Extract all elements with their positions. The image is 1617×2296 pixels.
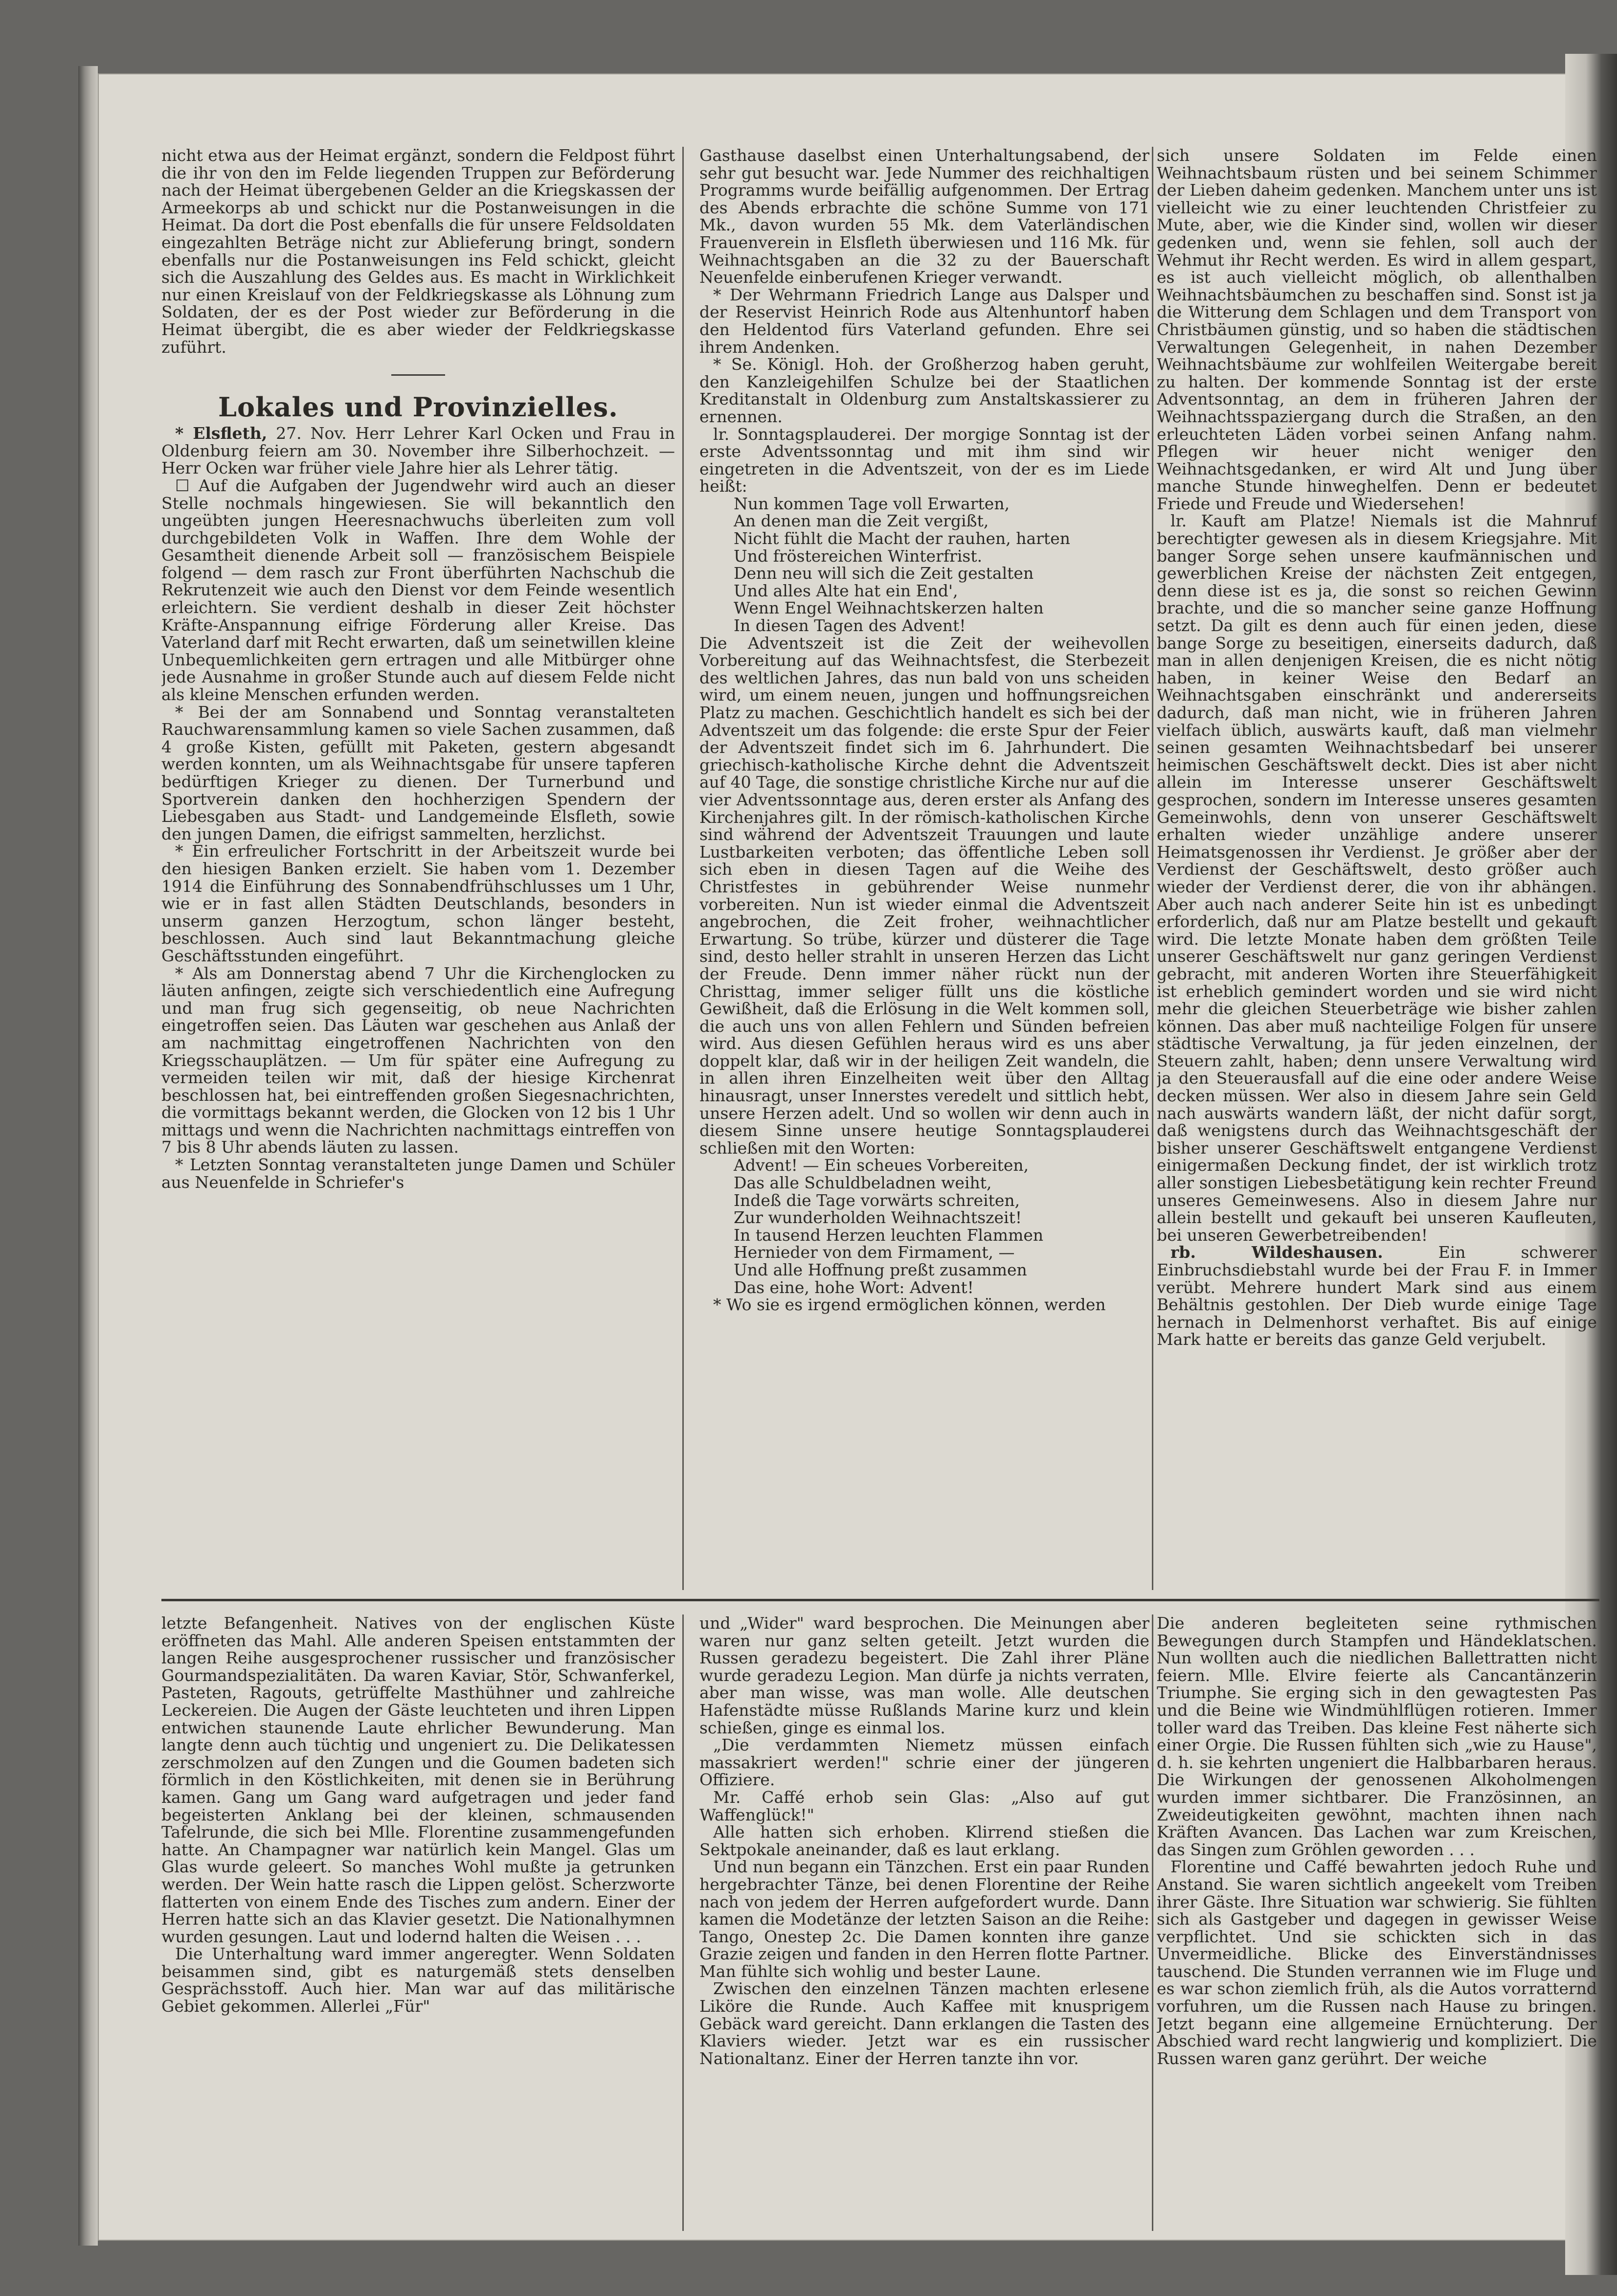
verse-line: An denen man die Zeit vergißt, <box>734 511 989 531</box>
news-item: * Als am Donnerstag abend 7 Uhr die Kirchenglocken zu läuten anfingen, zeigte sich verschiedentlich eine Aufregung und man frug sich gegenseitig, ob neue Nachrichten eingetroffen seien. Das Läuten war geschehen aus Anlaß der am nachmittag eingetroffenen Nachrichten von den Kriegsschauplätzen. — Um für später eine Aufregung zu vermeiden teilen wir mit, daß der hiesige Kirchenrat beschlossen hat, bei eintreffenden großen Siegesnachrichten, die vormittags bekannt werden, die Glocken von 12 bis 1 Uhr mittags und wenn die Nachrichten nachmittags eintreffen von 7 bis 8 Uhr abends läuten zu lassen. <box>161 963 675 1157</box>
dateline: rb. Wildeshausen. <box>1170 1243 1383 1262</box>
verse-line: Das alle Schuldbeladnen weiht, <box>734 1173 992 1193</box>
verse-line: Wenn Engel Weihnachtskerzen halten <box>734 598 1044 618</box>
story-paragraph: „Die verdammten Niemetz müssen einfach massakriert werden!" schrie einer der jüngeren Offiziere. <box>699 1735 1149 1790</box>
news-item-text: Ein schwerer Einbruchsdiebstahl wurde bei der Frau F. in Immer verübt. Mehrere hundert Mark sind aus einem Behältnis gestohlen. Der Dieb wurde einige Tage hernach in Delmenhorst verhaftet. Bis auf einige Mark hatte er bereits das ganze Geld verjubelt. <box>1157 1243 1597 1349</box>
verse-line: In tausend Herzen leuchten Flammen <box>734 1225 1044 1245</box>
verse-line: Nun kommen Tage voll Erwarten, <box>734 494 1010 513</box>
news-item: lr. Sonntagsplauderei. Der morgige Sonntag ist der erste Adventssonntag und mit ihm sind wir eingetreten in die Adventszeit, von der es im Liede heißt: <box>699 424 1149 496</box>
verse-line: Das eine, hohe Wort: Advent! <box>734 1277 974 1297</box>
news-item: sich unsere Soldaten im Felde einen Weihnachtsbaum rüsten und bei seinem Schimmer der Lieben daheim gedenken. Manchem unter uns ist vielleicht wie zu einer leuchtenden Christfeier zu Mute, aber, wie die Kinder sind, wollen wir dieser gedenken und, wenn sie fehlen, soll auch der Wehmut ihr Recht werden. Es wird in allem gespart, es ist auch vielleicht möglich, ob allenthalben Weihnachtsbäumchen zu beschaffen sind. Sonst ist ja die Witterung dem Schlagen und dem Transport von Christbäumen günstig, und so haben die städtischen Verwaltungen Gelegenheit, in nahen Dezember Weihnachtsbäume zur wohlfeilen Weitergabe bereit zu halten. Der kommende Sonntag ist der erste Adventsonntag, an dem in früheren Jahren der Weihnachtsspaziergang durch die Straßen, an den erleuchteten Läden vorbei seinen Anfang nahm. Pflegen wir heuer nicht weniger den Weihnachtsgedanken, er wird Alt und Jung über manche Stunde hinweghelfen. Denn er bedeutet Friede und Freude und Wiedersehen! <box>1157 147 1597 513</box>
news-item: Gasthause daselbst einen Unterhaltungsabend, der sehr gut besucht war. Jede Nummer des reichhaltigen Programms wurde beifällig aufgenommen. Der Ertrag des Abends erbrachte die schöne Summe von 171 Mk., davon wurden 55 Mk. dem Vaterländischen Frauenverein in Elsfleth überwiesen und 116 Mk. für Weihnachtsgaben an die 32 zu der Bauerschaft Neuenfelde einberufenen Krieger verwandt. <box>699 147 1149 287</box>
story-paragraph: letzte Befangenheit. Natives von der englischen Küste eröffneten das Mahl. Alle anderen Speisen entstammten der langen Reihe ausgesprochener russischer und französischer Gourmandspezialitäten. Da waren Kaviar, Stör, Schwanferkel, Pasteten, Ragouts, getrüffelte Masthühner und zahlreiche Leckereien. Die Augen der Gäste leuchteten und ihren Lippen entwichen staunende Laute ehrlicher Bewunderung. Man langte denn auch tüchtig und ungeniert zu. Die Delikatessen zerschmolzen auf den Zungen und die Goumen badeten sich förmlich in den Köstlichkeiten, mit denen sie in Berührung kamen. Gang um Gang ward aufgetragen und jeder fand begeisterten Anklang bei der kleinen, schmausenden Tafelrunde, die sich bei Mlle. Florentine zusammengefunden hatte. An Champagner war natürlich kein Mangel. Glas um Glas wurde geleert. So manches Wohl mußte ja getrunken werden. Der Wein hatte rasch die Lippen gelöst. Scherzworte flatterten von einem Ende des Tisches zum andern. Einer der Herren hatte sich an das Klavier gesetzt. Die Nationalhymnen wurden gesungen. Laut und lodernd halten die Weisen . . . <box>161 1614 675 1946</box>
story-paragraph: Alle hatten sich erhoben. Klirrend stießen die Sektpokale aneinander, daß es laut erklang. <box>699 1822 1149 1859</box>
verse-line: Und alle Hoffnung preßt zusammen <box>734 1260 1027 1279</box>
column-rule <box>682 147 684 1590</box>
news-item: * Bei der am Sonnabend und Sonntag veranstalteten Rauchwarensammlung kamen so viele Sachen zusammen, daß 4 große Kisten, gefüllt mit Paketen, gestern abgesandt werden konnten, um als Weihnachtsgabe für unsere tapferen bedürftigen Krieger zu dienen. Der Turnerbund und Sportverein danken den hochherzigen Spendern der Liebesgaben aus Stadt- und Landgemeinde Elsfleth, sowie den jungen Damen, die eifrigst sammelten, herzlichst. <box>161 702 675 843</box>
news-item <box>1157 1244 1597 1348</box>
news-item: Die Adventszeit ist die Zeit der weihevollen Vorbereitung auf das Weihnachtsfest, die Sterbezeit des weltlichen Jahres, das nun bald von uns scheiden wird, um einem neuen, jungen und hoffnungsreichen Platz zu machen. Geschichtlich handelt es sich bei der Adventszeit um das folgende: die erste Spur der Feier der Adventszeit findet sich im 6. Jahrhundert. Die griechisch-katholische Kirche dehnt die Adventszeit auf 40 Tage, die sonstige christliche Kirche nur auf die vier Adventssonntage aus, deren erster als Anfang des Kirchenjahres gilt. In der römisch-katholischen Kirche sind während der Adventszeit Trauungen und laute Lustbarkeiten verboten; das öffentliche Leben soll sich eben in diesen Tagen auf die Weihe des Christfestes in gebührender Weise nunmehr vorbereiten. Nun ist wieder einmal die Adventszeit angebrochen, die Zeit froher, weihnachtlicher Erwartung. So trübe, kürzer und düsterer die Tage sind, desto heller strahlt in unseren Herzen das Licht der Freude. Denn immer näher rückt nun der Christtag, immer seliger füllt uns die köstliche Gewißheit, daß die Erlösung in die Welt kommen soll, die auch uns von allen Fehlern und Sünden befreien wird. Aus diesen Gefühlen heraus wird es uns aber doppelt klar, daß wir in der heiligen Zeit wandeln, die in allen ihren Einzelheiten weit über den Alltag hinausragt, unser Innerstes veredelt und sittlich hebt, unsere Herzen adelt. Und so wollen wir denn auch in diesem Sinne unsere heutige Sonntagsplauderei schließen mit den Worten: <box>699 633 1149 1158</box>
column-2 <box>699 147 1149 1595</box>
news-item: lr. Kauft am Platze! Niemals ist die Mahnruf berechtigter gewesen als in diesem Kriegsjahre. Mit banger Sorge sehen unsere kaufmännischen und gewerblichen Kreise der nächsten Zeit entgegen, denn diese ist es ja, die sonst so reichen Gewinn brachte, und die so mancher seine ganze Hoffnung setzt. Da gilt es denn auch für einen jeden, diese bange Sorge zu beseitigen, einerseits dadurch, daß man in allen denjenigen Kreisen, die es nicht nötig haben, in keiner Weise den Bedarf an Weihnachtsgaben einschränkt und andererseits dadurch, daß man nicht, wie in früheren Jahren vielfach üblich, auswärts kauft, daß man vielmehr seinen gesamten Weihnachtsbedarf bei unserer heimischen Geschäftswelt deckt. Dies ist aber nicht allein im Interesse unserer Geschäftswelt gesprochen, sondern im Interesse unseres gesamten Gemeinwohls, denn von unserer Geschäftswelt erhalten wieder unzählige andere unserer Heimatsgenossen ihr Verdienst. Je größer aber der Verdienst der Geschäftswelt, desto größer auch wieder der Verdienst derer, die von ihr abhängen. Aber auch nach anderer Seite hin ist es unbedingt erforderlich, daß nur am Platze bestellt und gekauft wird. Die letzte Monate haben dem größten Teile unserer Geschäftswelt nur ganz geringen Verdienst gebracht, mit anderen Worten ihre Steuerfähigkeit ist erheblich gemindert worden und sie wird nicht mehr die gleichen Steuerbeträge wie bisher zahlen können. Das aber muß nachteilige Folgen für unsere städtische Verwaltung, ja für jeden einzelnen, der Steuern zahlt, haben; denn unsere Verwaltung wird ja den Steuerausfall auf die eine oder andere Weise decken müssen. Wer also in diesem Jahre sein Geld nach auswärts wandern läßt, der nicht dafür sorgt, daß wenigstens durch das Weihnachtsgeschäft der bisher unserer Geschäftswelt entgangene Verdienst einigermaßen Deckung findet, der ist wirklich trotz aller sonstigen Liebesbetätigung kein rechter Freund unseres Gemeinwesens. Also in diesem Jahre nur allein bestellt und gekauft bei unseren Kaufleuten, bei unseren Gewerbetreibenden! <box>1157 511 1597 1245</box>
news-item: * Letzten Sonntag veranstalteten junge Damen und Schüler aus Neuenfelde in Schriefer's <box>161 1155 675 1192</box>
verse-line: Indeß die Tage vorwärts schreiten, <box>734 1190 1020 1210</box>
news-item-text: 27. Nov. Herr Lehrer Karl Ocken und Frau in Oldenburg feiern am 30. November ihre Silberhochzeit. — Herr Ocken war früher viele Jahre hier als Lehrer tätig. <box>161 424 675 478</box>
verse-line: Denn neu will sich die Zeit gestalten <box>734 564 1034 583</box>
news-item: * Wo sie es irgend ermöglichen können, werden <box>713 1295 1106 1315</box>
column-rule <box>682 1614 684 2231</box>
verse-line: Und alles Alte hat ein End', <box>734 581 958 600</box>
news-item: * Ein erfreulicher Fortschritt in der Arbeitszeit wurde bei den hiesigen Banken erzielt. Sie haben vom 1. Dezember 1914 die Einführung des Sonnabendfrühschlusses um 1 Uhr, wie er in fast allen Städten Deutschlands, besonders in unserm ganzen Herzogtum, schon länger besteht, beschlossen. Auch sind laut Bekanntmachung gleiche Geschäftsstunden eingeführt. <box>161 841 675 965</box>
news-item: * Se. Königl. Hoh. der Großherzog haben geruht, den Kanzleigehilfen Schulze bei der Staatlichen Kreditanstalt in Oldenburg zum Anstaltskassierer zu ernennen. <box>699 355 1149 426</box>
dateline: * Elsfleth, <box>175 424 268 443</box>
news-item <box>161 425 675 477</box>
section-heading: Lokales und Provinzielles. <box>218 391 618 423</box>
verse-line: Und fröstereichen Winterfrist. <box>734 546 983 566</box>
feuilleton-separator-rule <box>161 1599 1599 1601</box>
story-paragraph: und „Wider" ward besprochen. Die Meinungen aber waren nur ganz selten geteilt. Jetzt wurden die Russen geradezu begeistert. Die Zahl ihrer Pläne wurde geradezu Legion. Man dürfe ja nichts verraten, aber man wisse, was man wolle. Alle deutschen Hafenstädte müsse Rußlands Marine kurz und klein schießen, ginge es einmal los. <box>699 1614 1149 1737</box>
article-paragraph: nicht etwa aus der Heimat ergänzt, sondern die Feldpost führt die ihr von den im Felde liegenden Truppen zur Beförderung nach der Heimat übergebenen Gelder an die Kriegskassen der Armeekorps ab und schickt nur die Postanweisungen in die Heimat. Da dort die Post ebenfalls die für unsere Feldsoldaten eingezahlten Beträge nicht zur Ablieferung bringt, sondern ebenfalls nur die Postanweisungen ins Feld schickt, gleicht sich die Auszahlung des Geldes aus. Es macht in Wirklichkeit nur einen Kreislauf von der Feldkriegskasse als Löhnung zum Soldaten, der es der Post wieder zur Beförderung in die Heimat übergibt, die es aber wieder der Feldkriegskasse zuführt. <box>161 147 675 357</box>
story-paragraph: Und nun begann ein Tänzchen. Erst ein paar Runden hergebrachter Tänze, bei denen Florentine der Reihe nach von jedem der Herren aufgefordert wurde. Dann kamen die Modetänze der letzten Saison an die Reihe: Tango, Onestep 2c. Die Damen konnten ihre ganze Grazie zeigen und fanden in den Herren flotte Partner. Man fühlte sich wohlig und bester Laune. <box>699 1857 1149 1981</box>
verse-line: Zur wunderholden Weihnachtszeit! <box>734 1208 1022 1228</box>
verse-line: In diesen Tagen des Advent! <box>734 616 966 636</box>
story-paragraph: Zwischen den einzelnen Tänzen machten erlesene Liköre die Runde. Auch Kaffee mit knusprigem Gebäck ward gereicht. Dann erklangen die Tasten des Klaviers wieder. Jetzt war es ein russischer Nationaltanz. Einer der Herren tanzte ihn vor. <box>699 1979 1149 2068</box>
news-item: ☐ Auf die Aufgaben der Jugendwehr wird auch an dieser Stelle nochmals hingewiesen. Sie will bekanntlich den ungeübten jungen Heeresnachwuchs überleiten zum voll durchgebildeten Volk in Waffen. Ihre dem Wohle der Gesamtheit dienende Arbeit soll — französischem Beispiele folgend — dem rasch zur Front überführten Nachschub die Rekrutenzeit wie auch den Dienst vor dem Feinde wesentlich erleichtern. Sie verdient deshalb in dieser Zeit höchster Kräfte-Anspannung eifrige Förderung aller Kreise. Das Vaterland darf mit Recht erwarten, daß um seinetwillen kleine Unbequemlichkeiten gern ertragen und alle Mitbürger ohne jede Ausnahme in großer Stunde auch auf diesem Felde nicht als kleine Menschen erfunden werden. <box>161 476 675 705</box>
news-item: * Der Wehrmann Friedrich Lange aus Dalsper und der Reservist Heinrich Rode aus Altenhuntorf haben den Heldentod fürs Vaterland gefunden. Ehre sei ihrem Andenken. <box>699 285 1149 357</box>
verse-line: Hernieder von dem Firmament, — <box>734 1243 1015 1262</box>
column-rule <box>1152 1614 1153 2231</box>
feuilleton-column-2 <box>699 1614 1149 2231</box>
column-rule <box>1152 147 1153 1590</box>
story-paragraph: Mr. Caffé erhob sein Glas: „Also auf gut Waffenglück!" <box>699 1787 1149 1824</box>
column-3 <box>1157 147 1597 1595</box>
story-paragraph: Florentine und Caffé bewahrten jedoch Ruhe und Anstand. Sie waren sichtlich angeekelt vom Treiben ihrer Gäste. Ihre Situation war schwierig. Sie fühlten sich als Gastgeber und dagegen in gewisser Weise verpflichtet. Und sie schickten sich in das Unvermeidliche. Blicke des Einverständnisses tauschend. Die Stunden verrannen wie im Fluge und es war schon ziemlich früh, als die Autos vorratternd vorfuhren, um die Russen nach Hause zu bringen. Jetzt begann eine allgemeine Ernüchterung. Der Abschied ward recht langwierig und kompliziert. Die Russen waren ganz gerührt. Der weiche <box>1157 1857 1597 2068</box>
story-paragraph: Die anderen begleiteten seine rythmischen Bewegungen durch Stampfen und Händeklatschen. Nun wollten auch die niedlichen Ballettratten nicht feiern. Mlle. Elvire feierte als Cancantänzerin Triumphe. Sie erging sich in den gewagtesten Pas und die Beine wie Windmühlflügen rotieren. Immer toller ward das Treiben. Das kleine Fest näherte sich einer Orgie. Die Russen fühlten sich „wie zu Hause", d. h. sie kehrten ungeniert die Halbbarbaren heraus. Die Wirkungen der genossenen Alkoholmengen wurden immer sichtbarer. Die Französinnen, an Zweideutigkeiten gewöhnt, machten ihnen nach Kräften Avancen. Das Lachen war zum Kreischen, das Singen zum Gröhlen geworden . . . <box>1157 1614 1597 1859</box>
page-stack-edge <box>78 66 98 2246</box>
story-paragraph: Die Unterhaltung ward immer angeregter. Wenn Soldaten beisammen sind, gibt es naturgemäß stets denselben Gesprächsstoff. Auch hier. Man war auf das militärische Gebiet gekommen. Allerlei „Für" <box>161 1944 675 2016</box>
verse-line: Advent! — Ein scheues Vorbereiten, <box>734 1156 1029 1175</box>
column-1 <box>161 147 675 1595</box>
verse-line: Nicht fühlt die Macht der rauhen, harten <box>734 529 1070 548</box>
feuilleton-column-1 <box>161 1614 675 2231</box>
section-divider <box>391 374 445 376</box>
feuilleton-column-3 <box>1157 1614 1597 2231</box>
